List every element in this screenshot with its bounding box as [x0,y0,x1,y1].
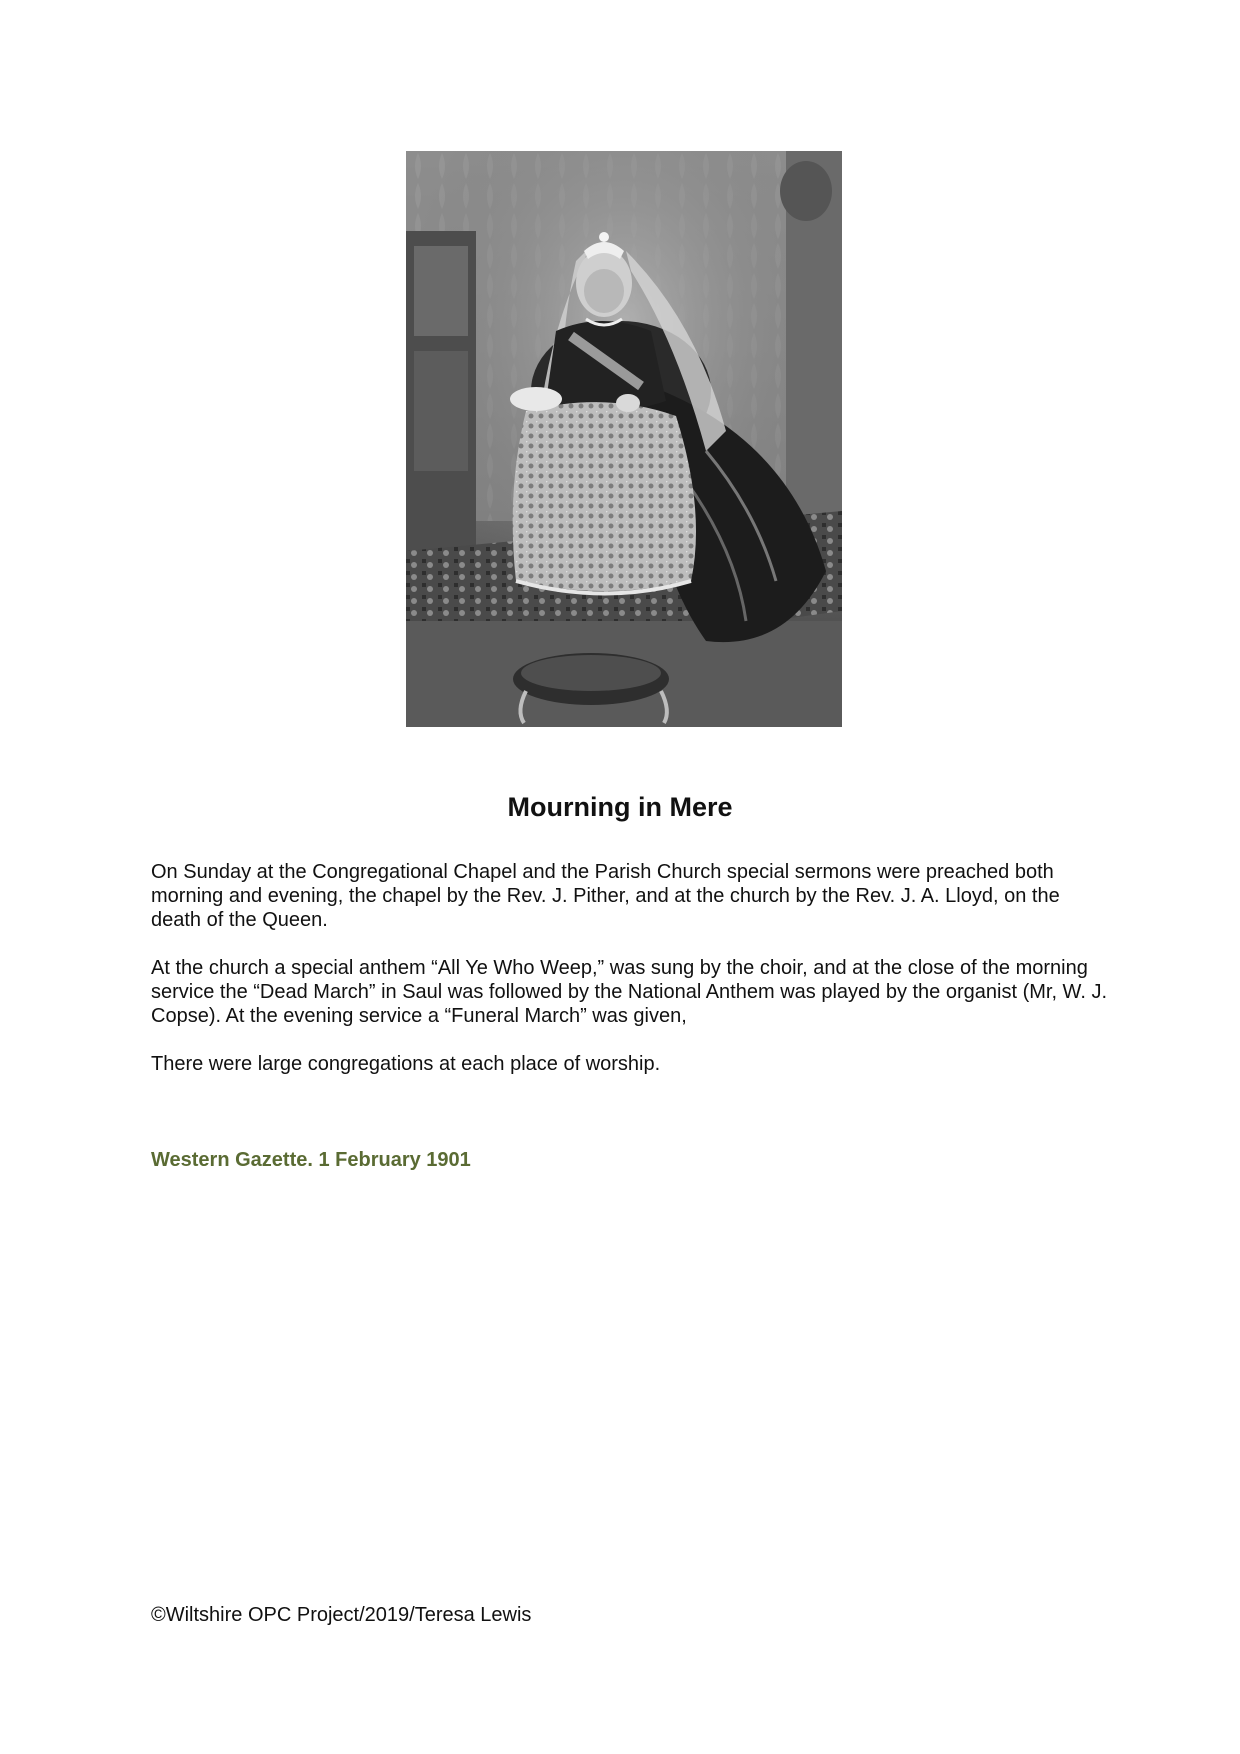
article-paragraph-1: On Sunday at the Congregational Chapel and the Parish Church special sermons were preached both morning and evening, the chapel by the Rev. J. Pither, and at the church by the Rev. J. A. Lloyd, on the death of the Queen. [151,861,1060,931]
article-title: Mourning in Mere [507,792,733,822]
portrait-illustration [406,151,842,727]
article-paragraph-3: There were large congregations at each place of worship. [151,1053,661,1075]
portrait-photo [406,151,842,727]
source-citation: Western Gazette. 1 February 1901 [151,1149,471,1171]
article-paragraph-2: At the church a special anthem “All Ye Who Weep,” was sung by the choir, and at the close of the morning service the “Dead March” in Saul was followed by the National Anthem was played by the organist (Mr, W. J. Copse). At the evening service a “Funeral March” was given, [151,957,1107,1027]
copyright-footer: ©Wiltshire OPC Project/2019/Teresa Lewis [151,1604,532,1626]
